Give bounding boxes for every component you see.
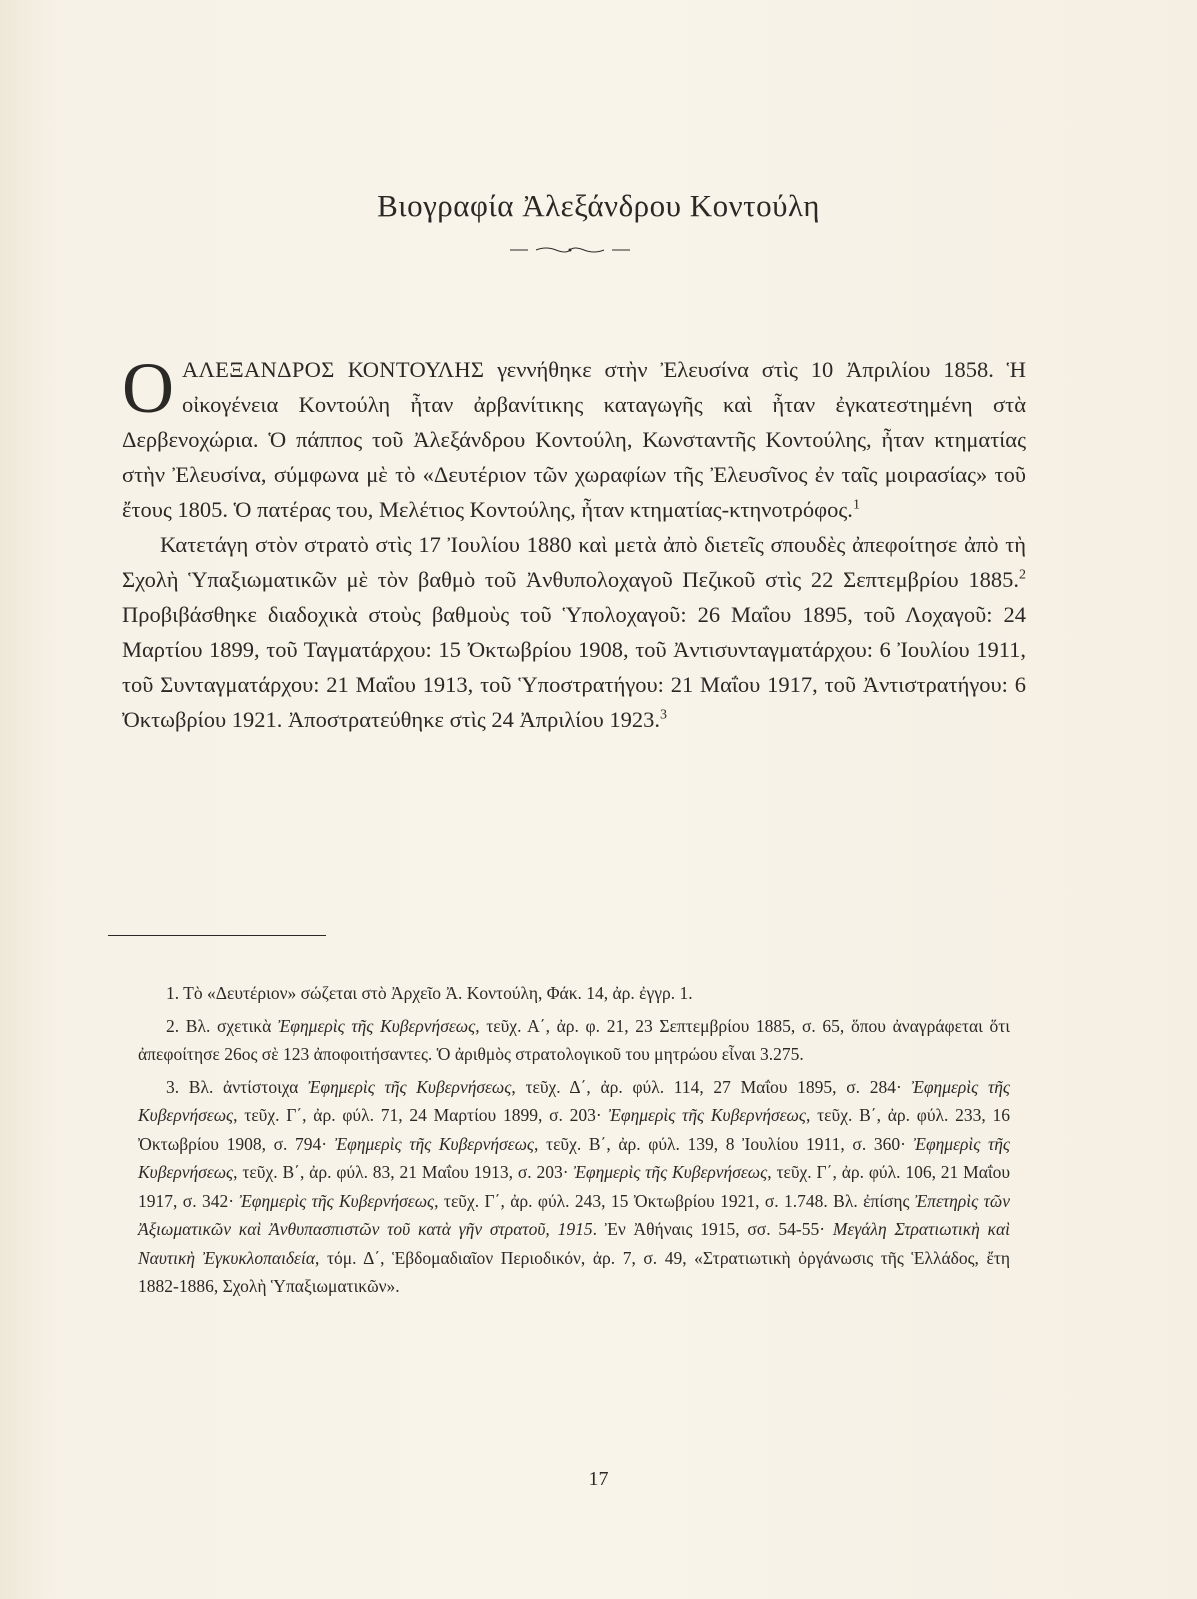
citation-title: Ἐφημερὶς τῆς Κυβερνήσεως [277,1015,476,1036]
paragraph-1-text: γεννήθηκε στὴν Ἐλευσίνα στὶς 10 Ἀπριλίου 1858. Ἡ οἰκογένεια Κοντούλη ἦταν ἀρβανίτικης καταγωγῆς καὶ ἦταν ἐγκατεστημένη στὰ Δερβενοχώρια. Ὁ πάππος τοῦ Ἀλεξάνδρου Κοντούλη, Κωνσταντῆς Κοντούλης, ἦταν κτηματίας στὴν Ἐλευσίνα, σύμφωνα μὲ τὸ «Δευτέριον τῶν χωραφίων τῆς Ἐλευσῖνος ἐν ταῖς μοιρασίας» τοῦ ἔτους 1805. Ὁ πατέρας του, Μελέτιος Κοντούλης, ἦταν κτηματίας-κτηνοτρόφος. [122,357,1027,522]
footnote-ref-3: 3 [660,707,667,723]
body-text [122,348,1027,737]
paragraph-2-text-a: Κατετάγη στὸν στρατὸ στὶς 17 Ἰουλίου 1880 καὶ μετὰ ἀπὸ διετεῖς σπουδὲς ἀπεφοίτησε ἀπὸ τὴ Σχολὴ Ὑπαξιωματικῶν μὲ τὸν βαθμὸ τοῦ Ἀνθυπολοχαγοῦ Πεζικοῦ στὶς 22 Σεπτεμβρίου 1885. [122,532,1026,592]
footnote-1: 1. Τὸ «Δευτέριον» σώζεται στὸ Ἀρχεῖο Ἀ. Κοντούλη, Φάκ. 14, ἀρ. ἐγγρ. 1. [166,983,693,1003]
citation-title: Ἐφημερὶς τῆς Κυβερνήσεως [138,1076,1011,1125]
citation-title: Ἐφημερὶς τῆς Κυβερνήσεως [239,1190,435,1211]
footnote-2: 2. Βλ. σχετικὰ Ἐφημερὶς τῆς Κυβερνήσεως, τεῦχ. Α΄, ἀρ. φ. 21, 23 Σεπτεμβρίου 1885, σ. 65, ὅπου ἀναγράφεται ὅτι ἀπεφοίτησε 26ος σὲ 123 ἀποφοιτήσαντες. Ὁ ἀριθμὸς στρατολογικοῦ του μητρώου εἶναι 3.275. [138,1015,1010,1064]
footnote-separator [108,935,326,936]
citation-title: Μεγάλη Στρατιωτικὴ καὶ Ναυτικὴ Ἐγκυκλοπαιδεία [138,1219,1011,1268]
paragraph-2-text-b: Προβιβάσθηκε διαδοχικὰ στοὺς βαθμοὺς τοῦ Ὑπολοχαγοῦ: 26 Μαΐου 1895, τοῦ Λοχαγοῦ: 24 Μαρτίου 1899, τοῦ Ταγματάρχου: 15 Ὀκτωβρίου 1908, τοῦ Ἀντισυνταγματάρχου: 6 Ἰουλίου 1911, τοῦ Συνταγματάρχου: 21 Μαΐου 1913, τοῦ Ὑποστρατήγου: 21 Μαΐου 1917, τοῦ Ἀντιστρατήγου: 6 Ὀκτωβρίου 1921. Ἀποστρατεύθηκε στὶς 24 Ἀπριλίου 1923. [122,602,1026,732]
chapter-title: Βιογραφία Ἀλεξάνδρου Κοντούλη [377,188,820,223]
citation-title: Ἐφημερὶς τῆς Κυβερνήσεως [138,1133,1011,1182]
paragraph-2 [122,527,1026,737]
citation-title: Ἐφημερὶς τῆς Κυβερνήσεως [608,1105,807,1125]
drop-cap: Ο [122,348,174,428]
citation-title: Ἐφημερὶς τῆς Κυβερνήσεως [308,1076,512,1097]
citation-title: Ἐφημερὶς τῆς Κυβερνήσεως [573,1162,768,1182]
citation-title: Ἐφημερὶς τῆς Κυβερνήσεως [334,1133,535,1154]
footnotes [138,979,1010,1305]
footnote-3: 3. Βλ. ἀντίστοιχα Ἐφημερὶς τῆς Κυβερνήσεως, τεῦχ. Δ΄, ἀρ. φύλ. 114, 27 Μαΐου 1895, σ. 284· Ἐφημερὶς τῆς Κυβερνήσεως, τεῦχ. Γ΄, ἀρ. φύλ. 71, 24 Μαρτίου 1899, σ. 203· Ἐφημερὶς τῆς Κυβερνήσεως, τεῦχ. Β΄, ἀρ. φύλ. 233, 16 Ὀκτωβρίου 1908, σ. 794· Ἐφημερὶς τῆς Κυβερνήσεως, τεῦχ. Β΄, ἀρ. φύλ. 139, 8 Ἰουλίου 1911, σ. 360· Ἐφημερὶς τῆς Κυβερνήσεως, τεῦχ. Β΄, ἀρ. φύλ. 83, 21 Μαΐου 1913, σ. 203· Ἐφημερὶς τῆς Κυβερνήσεως, τεῦχ. Γ΄, ἀρ. φύλ. 106, 21 Μαΐου 1917, σ. 342· Ἐφημερὶς τῆς Κυβερνήσεως, τεῦχ. Γ΄, ἀρ. φύλ. 243, 15 Ὀκτωβρίου 1921, σ. 1.748. Βλ. ἐπίσης Ἐπετηρὶς τῶν Ἀξιωματικῶν καὶ Ἀνθυπασπιστῶν τοῦ κατὰ γῆν στρατοῦ, 1915. Ἐν Ἀθήναις 1915, σσ. 54-55· Μεγάλη Στρατιωτικὴ καὶ Ναυτικὴ Ἐγκυκλοπαιδεία, τόμ. Δ΄, Ἑβδομαδιαῖον Περιοδικόν, ἀρ. 7, σ. 49, «Στρατιωτικὴ ὀργάνωσις τῆς Ἑλλάδος, ἔτη 1882-1886, Σχολὴ Ὑπαξιωματικῶν». [138,1076,1011,1296]
footnote-ref-2: 2 [1019,567,1026,583]
footnote-ref-1: 1 [852,497,860,513]
paragraph-1 [122,348,1027,527]
title-ornament [510,246,630,254]
name-small-caps: ΑΛΕΞΑΝΔΡΟΣ ΚΟΝΤΟΥΛΗΣ [182,357,485,382]
page-number: 17 [588,1468,609,1490]
citation-title: Ἐπετηρὶς τῶν Ἀξιωματικῶν καὶ Ἀνθυπασπιστῶν τοῦ κατὰ γῆν στρατοῦ, 1915 [138,1190,1010,1239]
